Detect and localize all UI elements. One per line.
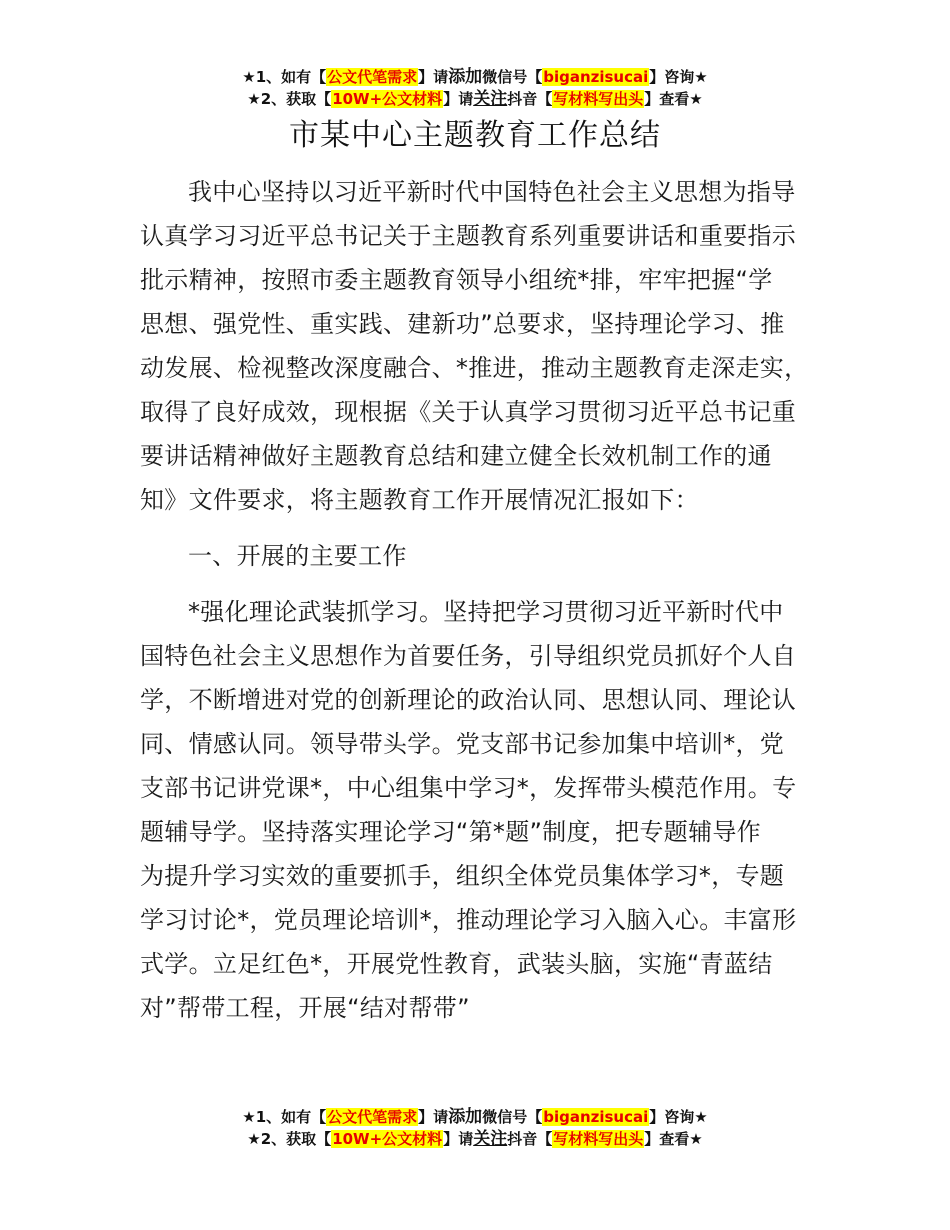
heading-text: 一、开展的主要工作 — [188, 542, 407, 570]
banner-highlight: 公文代笔需求 — [327, 68, 418, 86]
banner-text: 】咨询★ — [649, 1108, 708, 1126]
document-body — [140, 170, 830, 1030]
text-line: 批示精神，按照市委主题教育领导小组统*排，牢牢把握“学 — [140, 266, 773, 294]
text-line: 取得了良好成效，现根据《关于认真学习贯彻习近平总书记重 — [140, 398, 797, 426]
text-line: 思想、强党性、重实践、建新功”总要求，坚持理论学习、推 — [140, 310, 785, 338]
text-line: 题辅导学。坚持落实理论学习“第*题”制度，把专题辅导作 — [140, 818, 761, 846]
banner-highlight: 写材料写出头 — [553, 1130, 644, 1148]
text-line: 动发展、检视整改深度融合、*推进，推动主题教育走深走实， — [140, 354, 809, 382]
banner-text: 】咨询★ — [649, 68, 708, 86]
text-line: 为提升学习实效的重要抓手，组织全体党员集体学习*，专题 — [140, 862, 785, 890]
banner-text: 】请 — [418, 1108, 449, 1126]
banner-line-1 — [0, 1106, 950, 1128]
banner-text: 抖音【 — [507, 1130, 553, 1148]
banner-emphasis: 关注 — [473, 1129, 508, 1149]
banner-emphasis: 关注 — [473, 89, 508, 109]
banner-highlight: 公文代笔需求 — [327, 1108, 418, 1126]
banner-emphasis: 添加 — [448, 1107, 483, 1127]
text-line: 支部书记讲党课*，中心组集中学习*，发挥带头模范作用。专 — [140, 774, 797, 802]
banner-line-1 — [0, 66, 950, 88]
banner-text: ★1、如有【 — [242, 68, 327, 86]
banner-text: 】请 — [443, 1130, 474, 1148]
section-paragraph — [140, 590, 830, 1030]
banner-text: 】请 — [418, 68, 449, 86]
intro-paragraph — [140, 170, 830, 522]
text-line: 要讲话精神做好主题教育总结和建立健全长效机制工作的通 — [140, 442, 772, 470]
banner-line-2 — [0, 1128, 950, 1150]
section-heading — [140, 534, 830, 578]
text-line: 我中心坚持以习近平新时代中国特色社会主义思想为指导 — [188, 178, 796, 206]
banner-highlight: biganzisucai — [543, 1108, 649, 1126]
banner-emphasis: 添加 — [448, 67, 483, 87]
document-title: 市某中心主题教育工作总结 — [289, 118, 661, 153]
text-line: 学，不断增进对党的创新理论的政治认同、思想认同、理论认 — [140, 686, 797, 714]
banner-text: 微信号【 — [482, 68, 543, 86]
text-line: 同、情感认同。领导带头学。党支部书记参加集中培训*，党 — [140, 730, 785, 758]
banner-text: 】查看★ — [644, 90, 703, 108]
text-line: 对”帮带工程，开展“结对帮带” — [140, 994, 470, 1022]
top-banner — [0, 66, 950, 110]
banner-text: ★2、获取【 — [247, 90, 332, 108]
text-line: 认真学习习近平总书记关于主题教育系列重要讲话和重要指示 — [140, 222, 797, 250]
banner-highlight: 10W+公文材料 — [332, 90, 443, 108]
bottom-banner — [0, 1106, 950, 1150]
banner-text: 微信号【 — [482, 1108, 543, 1126]
banner-text: 抖音【 — [507, 90, 553, 108]
text-line: *强化理论武装抓学习。坚持把学习贯彻习近平新时代中 — [188, 598, 784, 626]
text-line: 学习讨论*，党员理论培训*，推动理论学习入脑入心。丰富形 — [140, 906, 797, 934]
text-line: 知》文件要求，将主题教育工作开展情况汇报如下： — [140, 486, 699, 514]
banner-text: ★2、获取【 — [247, 1130, 332, 1148]
banner-highlight: 10W+公文材料 — [332, 1130, 443, 1148]
banner-line-2 — [0, 88, 950, 110]
banner-highlight: 写材料写出头 — [553, 90, 644, 108]
text-line: 式学。立足红色*，开展党性教育，武装头脑，实施“青蓝结 — [140, 950, 773, 978]
text-line: 国特色社会主义思想作为首要任务，引导组织党员抓好个人自 — [140, 642, 797, 670]
banner-text: ★1、如有【 — [242, 1108, 327, 1126]
banner-highlight: biganzisucai — [543, 68, 649, 86]
banner-text: 】查看★ — [644, 1130, 703, 1148]
banner-text: 】请 — [443, 90, 474, 108]
